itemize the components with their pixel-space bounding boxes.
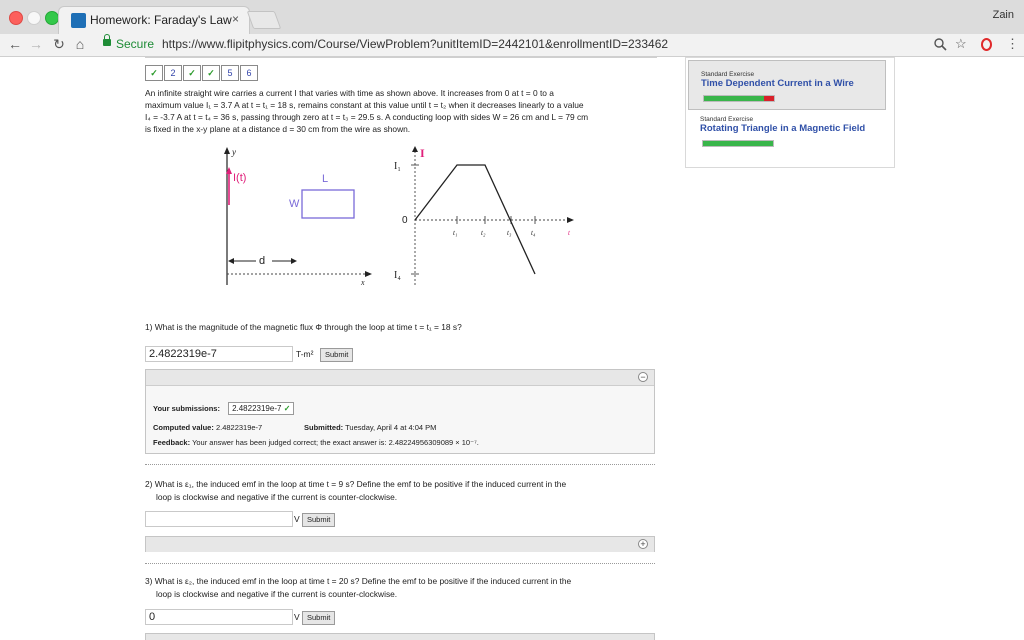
question-2-unit: V	[294, 514, 300, 524]
question-1-text: 1) What is the magnitude of the magnetic flux Φ through the loop at time t = t₁ = 18 s?	[145, 322, 462, 332]
submitted-row	[304, 423, 436, 432]
secure-label: Secure	[116, 37, 155, 51]
progress-box-5[interactable]: 5	[221, 65, 239, 81]
question-3-line-1: 3) What is ε₂, the induced emf in the loop at time t = 20 s? Define the emf to be positive if the induced current in the	[145, 576, 572, 586]
exercise-sidebar	[685, 57, 895, 168]
graph-t-label: t	[568, 229, 570, 237]
question-3-text	[145, 575, 571, 600]
home-icon[interactable]: ⌂	[75, 36, 85, 52]
question-2-answer-input[interactable]	[145, 511, 293, 527]
graph-t3-label: t₃	[507, 229, 512, 237]
browser-tab[interactable]	[58, 6, 250, 35]
question-3-unit: V	[294, 612, 300, 622]
question-divider-1	[145, 464, 655, 465]
problem-line-3: I₄ = -3.7 A at t = t₄ = 36 s, passing through zero at t = t₃ = 29.5 s. A conducting loop with sides W = 26 cm and L = 79 cm	[145, 112, 589, 122]
computed-label: Computed value:	[153, 423, 214, 432]
y-axis-arrow	[224, 147, 230, 154]
question-1-feedback-panel	[145, 369, 655, 454]
flipit-favicon-icon	[71, 13, 86, 28]
progress-box-2[interactable]: 2	[164, 65, 182, 81]
feedback-panel-header[interactable]	[146, 537, 654, 552]
distance-arrow-left	[228, 258, 234, 264]
progress-box-6[interactable]: 6	[240, 65, 258, 81]
collapse-icon[interactable]: −	[638, 372, 648, 382]
expand-icon[interactable]: +	[638, 539, 648, 549]
loop-l-label: L	[322, 173, 329, 185]
graph-zero-label: 0	[402, 215, 408, 226]
sidebar-item-title: Time Dependent Current in a Wire	[701, 78, 854, 89]
progress-box-4[interactable]: ✓	[202, 65, 220, 81]
submitted-label: Submitted:	[304, 423, 344, 432]
graph-t-axis-arrow	[567, 217, 574, 223]
problem-statement	[145, 87, 665, 135]
submissions-label: Your submissions:	[153, 404, 220, 413]
y-axis-label: y	[232, 147, 236, 157]
x-axis-label: x	[361, 278, 365, 287]
tab-close-icon[interactable]: ×	[231, 12, 239, 26]
current-label: I(t)	[233, 172, 247, 184]
graph-i4-label: I₄	[394, 270, 401, 281]
submissions-row	[153, 402, 294, 415]
sidebar-item-time-dependent-current[interactable]	[688, 60, 886, 110]
graph-i-label: I	[420, 146, 425, 160]
progress-fill-green	[703, 141, 773, 146]
progress-box-3[interactable]: ✓	[183, 65, 201, 81]
back-arrow-icon[interactable]: ←	[8, 36, 22, 52]
submission-check-icon: ✓	[283, 404, 291, 413]
new-tab-button[interactable]	[247, 11, 282, 29]
sidebar-item-kicker: Standard Exercise	[701, 71, 755, 78]
question-divider-2	[145, 563, 655, 564]
feedback-label: Feedback:	[153, 438, 191, 447]
progress-fill-green	[704, 96, 764, 101]
question-3-answer-input[interactable]	[145, 609, 293, 625]
sidebar-item-progress	[702, 140, 774, 147]
computed-row	[153, 423, 262, 432]
submission-value: 2.4822319e-7	[232, 404, 282, 413]
feedback-panel-header[interactable]	[146, 634, 654, 640]
progress-box-1[interactable]: ✓	[145, 65, 163, 81]
browser-toolbar	[0, 34, 1024, 57]
question-3-line-2: loop is clockwise and negative if the current is counter-clockwise.	[156, 588, 398, 599]
current-vs-time-curve	[415, 165, 535, 274]
close-window-icon[interactable]	[9, 11, 23, 25]
feedback-row	[153, 438, 479, 447]
question-2-line-2: loop is clockwise and negative if the current is counter-clockwise.	[156, 491, 398, 502]
question-3-feedback-panel[interactable]	[145, 633, 655, 640]
menu-icon[interactable]: ⋮	[1006, 36, 1019, 51]
sidebar-item-title: Rotating Triangle in a Magnetic Field	[700, 123, 866, 134]
distance-arrow-right	[291, 258, 297, 264]
problem-line-2: maximum value I₁ = 3.7 A at t = t₁ = 18 s, remains constant at this value until t = t₂ when it decreases linearly to a value	[145, 100, 584, 110]
graph-i-axis-arrow	[412, 146, 418, 152]
feedback-panel-header[interactable]	[146, 370, 654, 386]
feedback-value: Your answer has been judged correct; the exact answer is: 2.48224956309089 × 10⁻⁷.	[192, 438, 479, 447]
problem-line-4: is fixed in the x-y plane at a distance d = 30 cm from the wire as shown.	[145, 124, 411, 134]
question-1-submit-button[interactable]: Submit	[320, 348, 353, 362]
distance-label: d	[259, 255, 266, 267]
progress-fill-red	[764, 96, 775, 101]
tab-bar	[0, 0, 1024, 34]
zoom-icon[interactable]	[934, 38, 947, 51]
graph-t1-label: t₁	[453, 229, 458, 237]
graph-i1-label: I₁	[394, 161, 401, 172]
question-2-feedback-panel[interactable]	[145, 536, 655, 552]
question-2-submit-button[interactable]: Submit	[302, 513, 335, 527]
question-3-submit-button[interactable]: Submit	[302, 611, 335, 625]
x-axis-arrow	[365, 271, 372, 277]
question-2-text	[145, 478, 566, 503]
question-2-line-1: 2) What is ε₁, the induced emf in the loop at time t = 9 s? Define the emf to be positive if the induced current in the	[145, 479, 567, 489]
address-bar[interactable]: https://www.flipitphysics.com/Course/ViewProblem?unitItemID=2442101&enrollmentID=233462	[162, 37, 669, 51]
graph-t2-label: t₂	[481, 229, 486, 237]
question-1-answer-input[interactable]	[145, 346, 293, 362]
sidebar-item-kicker: Standard Exercise	[700, 116, 754, 123]
submission-chip[interactable]	[228, 402, 294, 415]
sidebar-item-progress	[703, 95, 775, 102]
forward-arrow-icon[interactable]: →	[29, 36, 43, 52]
conducting-loop	[302, 190, 354, 218]
submitted-value: Tuesday, April 4 at 4:04 PM	[345, 423, 437, 432]
page-content	[0, 57, 1024, 640]
top-divider	[145, 57, 657, 58]
lock-icon	[103, 39, 111, 46]
computed-value: 2.4822319e-7	[215, 423, 263, 432]
graph-t4-label: t₄	[531, 229, 536, 237]
question-progress	[145, 65, 259, 81]
problem-figure	[200, 145, 600, 295]
minimize-window-icon[interactable]	[27, 11, 41, 25]
maximize-window-icon[interactable]	[45, 11, 59, 25]
tab-title: Homework: Faraday's Law	[90, 13, 232, 27]
profile-name[interactable]: Zain	[992, 9, 1014, 21]
problem-line-1: An infinite straight wire carries a current I that varies with time as shown above. It increases from 0 at t = 0 to a	[145, 88, 554, 98]
question-1-unit: T-m²	[296, 349, 314, 359]
reload-icon[interactable]: ↻	[53, 36, 65, 52]
sidebar-item-rotating-triangle[interactable]	[694, 112, 888, 152]
star-icon[interactable]: ☆	[955, 36, 967, 51]
opera-icon[interactable]	[981, 38, 992, 51]
loop-w-label: W	[289, 198, 300, 210]
